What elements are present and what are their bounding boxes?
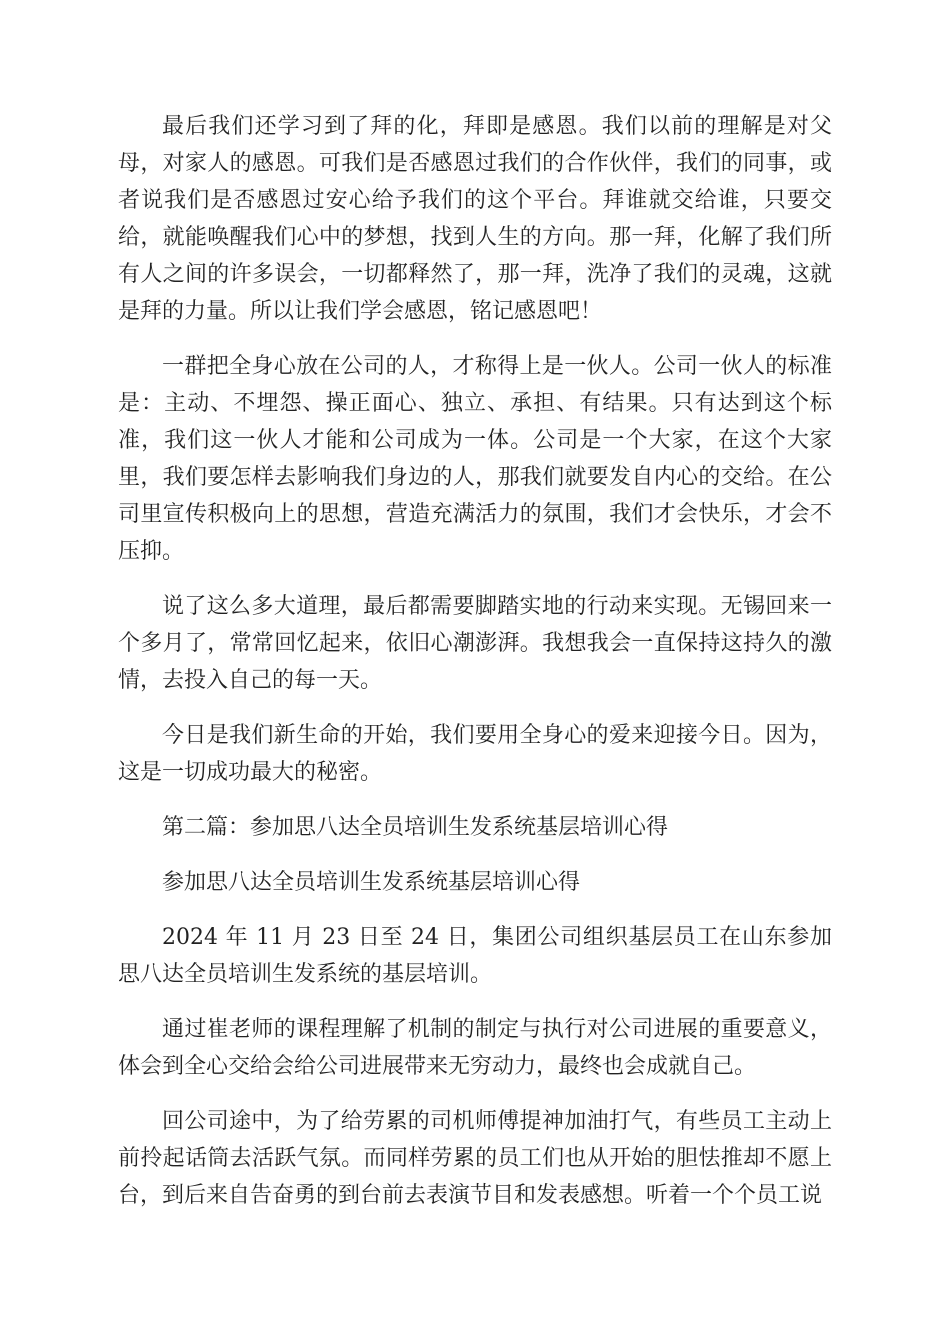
paragraph-action: 说了这么多大道理，最后都需要脚踏实地的行动来实现。无锡回来一个多月了，常常回忆起来，依旧心潮澎湃。我想我会一直保持这持久的激情，去投入自己的每一天。 — [118, 594, 832, 693]
paragraph-return-trip: 回公司途中，为了给劳累的司机师傅提神加油打气，有些员工主动上前拎起话筒去活跃气氛。而同样劳累的员工们也从开始的胆怯推却不愿上台，到后来自告奋勇的到台前去表演节目和发表感想。听着一个个员工说 — [118, 1109, 832, 1208]
paragraph-gratitude: 最后我们还学习到了拜的化，拜即是感恩。我们以前的理解是对父母，对家人的感恩。可我们是否感恩过我们的合作伙伴，我们的同事，或者说我们是否感恩过安心给予我们的这个平台。拜谁就交给谁，只要交给，就能唤醒我们心中的梦想，找到人生的方向。那一拜，化解了我们所有人之间的许多误会，一切都释然了，那一拜，洗净了我们的灵魂，这就是拜的力量。所以让我们学会感恩，铭记感恩吧！ — [118, 114, 832, 324]
paragraph-training-date: 2024 年 11 月 23 日至 24 日，集团公司组织基层员工在山东参加思八达全员培训生发系统的基层培训。 — [118, 925, 832, 987]
paragraph-new-life: 今日是我们新生命的开始，我们要用全身心的爱来迎接今日。因为，这是一切成功最大的秘密。 — [118, 723, 832, 785]
section-heading: 第二篇：参加思八达全员培训生发系统基层培训心得 — [162, 815, 669, 840]
paragraph-team-standard: 一群把全身心放在公司的人，才称得上是一伙人。公司一伙人的标准是：主动、不埋怨、操正面心、独立、承担、有结果。只有达到这个标准，我们这一伙人才能和公司成为一体。公司是一个大家，在这个大家里，我们要怎样去影响我们身边的人，那我们就要发自内心的交给。在公司里宣传积极向上的思想，营造充满活力的氛围，我们才会快乐，才会不压抑。 — [118, 354, 832, 564]
article-title: 参加思八达全员培训生发系统基层培训心得 — [162, 870, 581, 895]
paragraph-course-insight: 通过崔老师的课程理解了机制的制定与执行对公司进展的重要意义，体会到全心交给会给公司进展带来无穷动力，最终也会成就自己。 — [118, 1017, 832, 1079]
